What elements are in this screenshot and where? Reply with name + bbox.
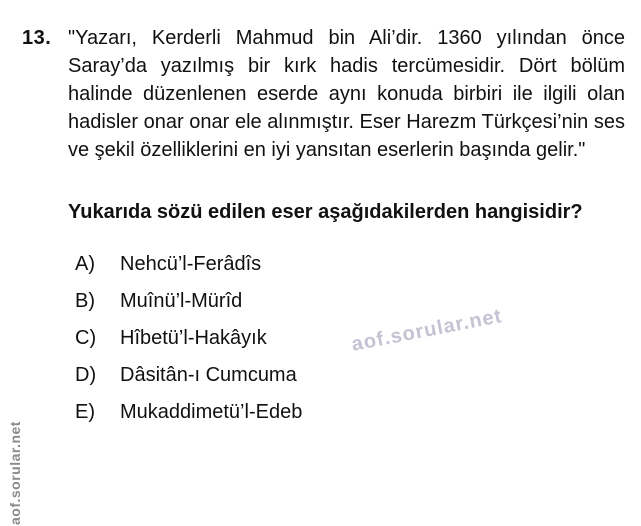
watermark-diagonal: aof.sorular.net	[349, 305, 505, 356]
option-text-e: Mukaddimetü’l-Edeb	[120, 401, 303, 423]
option-text-c: Hîbetü’l-Hakâyık	[120, 327, 267, 349]
answer-option-a	[75, 250, 625, 278]
answer-option-d	[75, 361, 625, 389]
option-text-a: Nehcü’l-Ferâdîs	[120, 253, 262, 275]
option-letter-c: C)	[75, 327, 97, 349]
option-letter-b: B)	[75, 290, 95, 312]
watermark-vertical: aof.sorular.net	[7, 421, 23, 525]
answer-option-b	[75, 287, 625, 315]
option-letter-e: E)	[75, 401, 95, 423]
answer-option-c	[75, 324, 625, 352]
question-number: 13.	[22, 27, 52, 49]
option-letter-a: A)	[75, 253, 95, 275]
answer-options-list	[68, 250, 625, 426]
question-quote-paragraph: "Yazarı, Kerderli Mahmud bin Ali’dir. 1360 yılından önce Saray’da yazılmış bir kırk hadis tercümesidir. Dört bölüm halinde düzenlenen eserde aynı konuda birbiri ile ilgili olan hadisler onar onar ele alınmıştır. Eser Harezm Türkçesi’nin ses ve şekil özelliklerini en iyi yansıtan eserlerin başında gelir."	[68, 27, 625, 161]
option-text-b: Muînü’l-Mürîd	[120, 290, 243, 312]
answer-option-e	[75, 398, 625, 426]
question-body	[68, 24, 625, 435]
question-stem: Yukarıda sözü edilen eser aşağıdakilerden hangisidir?	[68, 201, 583, 223]
question-block	[22, 24, 625, 435]
option-letter-d: D)	[75, 364, 97, 386]
option-text-d: Dâsitân-ı Cumcuma	[120, 364, 297, 386]
